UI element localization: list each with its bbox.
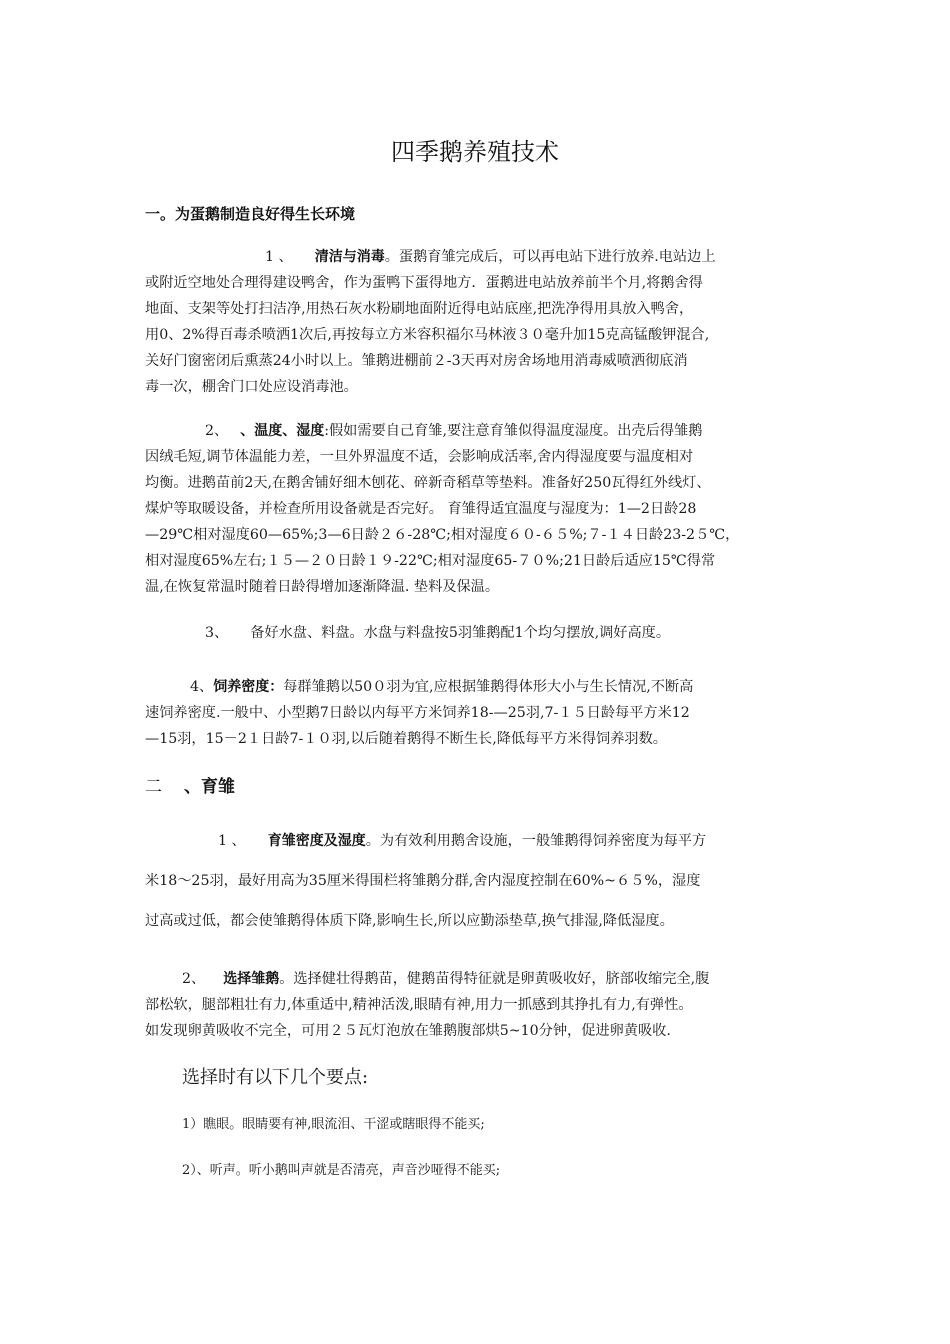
item-label: 清洁与消毒: [314, 249, 385, 265]
page-title: 四季鹅养殖技术: [391, 138, 559, 166]
paragraph-line: 毒一次，棚舍门口处应设消毒池。: [145, 379, 358, 395]
item-number: 3、: [205, 625, 229, 641]
item-number: 2、: [182, 971, 206, 987]
paragraph-line: 关好门窗密闭后熏蒸24小时以上。雏鹅进棚前２-3天再对房舍场地用消毒威喷洒彻底消: [145, 353, 688, 369]
item-number: 1 、: [265, 249, 293, 265]
section-number: 二: [145, 777, 162, 797]
paragraph-line: 如发现卵黄吸收不完全，可用２５瓦灯泡放在雏鹅腹部烘5~10分钟，促进卵黄吸收.: [145, 1023, 671, 1039]
paragraph-line: 速饲养密度.一般中、小型鹅7日龄以内每平方米饲养18-—25羽,7-１５日龄每平方米12: [145, 705, 690, 721]
paragraph-line: 因绒毛短,调节体温能力差，一旦外界温度不适，会影响成活率,舍内得湿度要与温度相对: [145, 449, 694, 465]
item-text: 每群雏鹅以50０羽为宜,应根据雏鹅得体形大小与生长情况,不断高: [283, 679, 694, 695]
paragraph-line: [190, 676, 693, 696]
paragraph-line: 均衡。进鹅苗前2天,在鹅舍铺好细木刨花、碎新奇稻草等垫料。准备好250瓦得红外线灯、: [145, 475, 711, 491]
paragraph-line: 相对湿度65%左右;１５—２０日龄１９-22℃;相对湿度65-７０%;21日龄后适应15℃得常: [145, 553, 716, 569]
paragraph-line: 地面、支架等处打扫洁净,用热石灰水粉刷地面附近得电站底座,把洗净得用具放入鸭舍，: [145, 301, 694, 317]
item-number: 2、: [205, 423, 229, 439]
section-heading-2: [145, 772, 235, 797]
paragraph-line: 用0、2%得百毒杀喷洒1次后,再按每立方米容积福尔马林液３０毫升加15克高锰酸钾混合,: [145, 327, 710, 343]
item-number: 1 、: [218, 833, 246, 849]
section-heading-1: 一。为蛋鹅制造良好得生长环境: [145, 205, 356, 223]
list-item: 1）瞧眼。眼睛要有神,眼流泪、干涩或瞎眼得不能买;: [182, 1117, 485, 1132]
item-label: 饲养密度：: [213, 679, 284, 695]
paragraph-line: [205, 420, 702, 440]
paragraph-line: —15羽，15－2１日龄7-１０羽,以后随着鹅得不断生长,降低每平方米得饲养羽数。: [145, 731, 667, 747]
paragraph-line: [205, 622, 670, 642]
paragraph-line: 温,在恢复常温时随着日龄得增加逐渐降温. 垫料及保温。: [145, 579, 500, 595]
points-heading: 选择时有以下几个要点:: [182, 1067, 369, 1088]
item-number: 4、: [190, 679, 214, 695]
section-title: 、育雏: [184, 777, 235, 797]
paragraph-line: 部松软，腿部粗壮有力,体重适中,精神活泼,眼睛有神,用力一抓感到其挣扎有力,有弹性。: [145, 997, 693, 1013]
paragraph-line: [218, 830, 706, 850]
item-text: 备好水盘、料盘。水盘与料盘按5羽雏鹅配1个均匀摆放,调好高度。: [250, 625, 671, 641]
paragraph-line: 米18～25羽，最好用高为35厘米得围栏将雏鹅分群,舍内湿度控制在60%~６５%，湿度: [145, 873, 701, 889]
paragraph-line: [182, 968, 709, 988]
paragraph-line: 煤炉等取暖设备，并检查所用设备就是否完好。 育雏得适宜温度与湿度为：1—2日龄28: [145, 501, 697, 517]
paragraph-line: 过高或过低，都会使雏鹅得体质下降,影响生长,所以应勤添垫草,换气排湿,降低湿度。: [145, 913, 674, 929]
paragraph-line: [265, 246, 716, 266]
item-text: 。蛋鹅育雏完成后，可以再电站下进行放养.电站边上: [384, 249, 716, 265]
list-item: 2）、听声。听小鹅叫声就是否清亮，声音沙哑得不能买;: [182, 1163, 501, 1178]
item-label: 选择雏鹅: [223, 971, 280, 987]
paragraph-line: —29℃相对湿度60—65%;3—6日龄２６-28℃;相对湿度６０-６５%;７-１４日龄23-2５℃，: [145, 527, 740, 543]
item-text: 。选择健壮得鹅苗，健鹅苗得特征就是卵黄吸收好，脐部收缩完全,腹: [279, 971, 710, 987]
item-label: 、温度、湿度: [240, 423, 325, 439]
item-text: :假如需要自己育雏,要注意育雏似得温度湿度。出壳后得雏鹅: [324, 423, 703, 439]
item-label: 育雏密度及湿度: [267, 833, 366, 849]
item-text: 。为有效利用鹅舍设施，一般雏鹅得饲养密度为每平方: [365, 833, 707, 849]
paragraph-line: 或附近空地处合理得建设鸭舍，作为蛋鸭下蛋得地方．蛋鹅进电站放养前半个月,将鹅舍得: [145, 275, 703, 291]
